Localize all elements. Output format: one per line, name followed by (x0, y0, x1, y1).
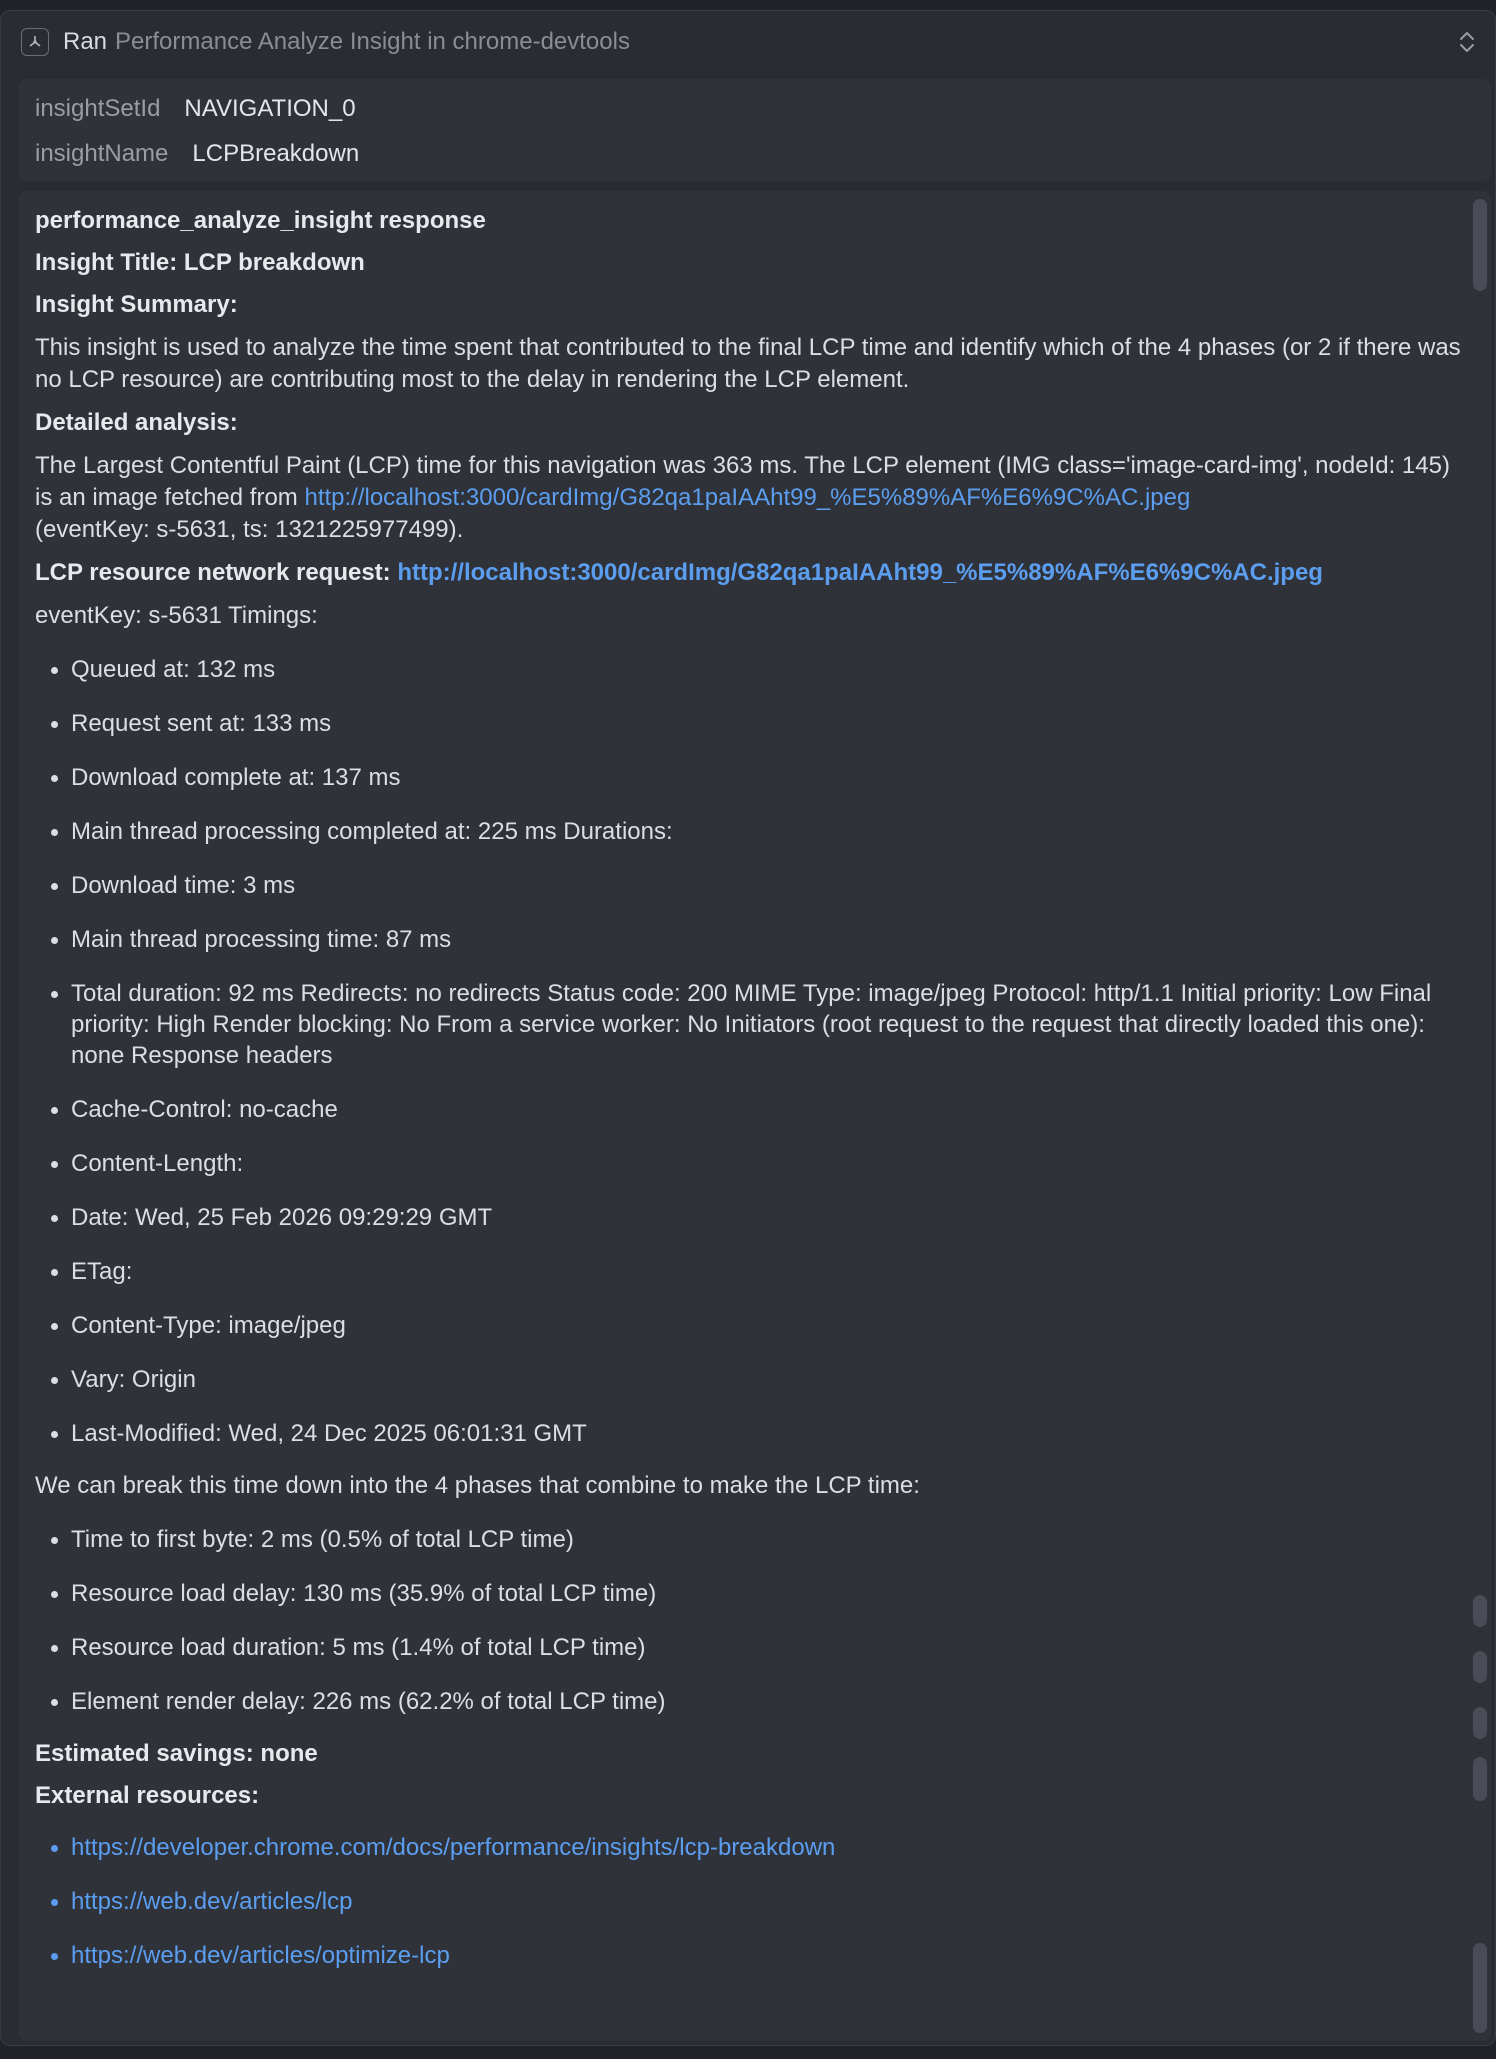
scrollbar-segment (1473, 1595, 1487, 1627)
external-link[interactable]: https://web.dev/articles/optimize-lcp (71, 1942, 450, 1969)
tool-call-title (63, 28, 630, 56)
scrollbar-segment (1473, 1757, 1487, 1801)
detailed-text-part: The Largest Contentful Paint (LCP) time for this navigation was 363 ms. The LCP element (IMG class='image-card-img', nodeId: 145) is an image fetched from (35, 452, 1450, 511)
lcp-request-line (35, 557, 1465, 589)
ran-label: Ran (63, 28, 108, 55)
lcp-request-label: LCP resource network request: (35, 559, 398, 586)
list-item: Content-Length: (35, 1148, 1465, 1179)
list-item (35, 1886, 1465, 1917)
param-key: insightName (35, 140, 169, 167)
list-item: Request sent at: 133 ms (35, 708, 1465, 739)
param-value: NAVIGATION_0 (184, 95, 356, 122)
scrollbar-thumb[interactable] (1473, 199, 1487, 291)
parameters-box (19, 79, 1491, 181)
list-item (35, 1940, 1465, 1971)
tool-branch-icon (21, 28, 49, 56)
external-resources-label: External resources: (35, 1782, 260, 1809)
external-link[interactable]: https://web.dev/articles/lcp (71, 1888, 353, 1915)
lcp-request-link[interactable]: http://localhost:3000/cardImg/G82qa1paIAAht99_%E5%89%AF%E6%9C%AC.jpeg (397, 559, 1323, 586)
list-item: Vary: Origin (35, 1364, 1465, 1395)
list-item: ETag: (35, 1256, 1465, 1287)
list-item: Cache-Control: no-cache (35, 1094, 1465, 1125)
external-links-list (35, 1832, 1465, 1971)
list-item: Resource load duration: 5 ms (1.4% of total LCP time) (35, 1632, 1465, 1663)
list-item: Download time: 3 ms (35, 870, 1465, 901)
list-item: Download complete at: 137 ms (35, 762, 1465, 793)
summary-label: Insight Summary: (35, 291, 238, 318)
tool-call-header[interactable] (1, 11, 1495, 73)
param-key: insightSetId (35, 95, 161, 122)
external-link[interactable]: https://developer.chrome.com/docs/performance/insights/lcp-breakdown (71, 1834, 836, 1861)
response-box[interactable] (19, 191, 1491, 2041)
timings-list (35, 654, 1465, 1449)
detailed-analysis-label: Detailed analysis: (35, 409, 238, 436)
response-heading: performance_analyze_insight response (35, 207, 486, 234)
phases-list (35, 1524, 1465, 1717)
scrollbar-segment (1473, 1651, 1487, 1683)
list-item: Time to first byte: 2 ms (0.5% of total LCP time) (35, 1524, 1465, 1555)
chevron-up-down-icon[interactable] (1453, 27, 1481, 57)
list-item: Last-Modified: Wed, 24 Dec 2025 06:01:31 GMT (35, 1418, 1465, 1449)
list-item: Element render delay: 226 ms (62.2% of total LCP time) (35, 1686, 1465, 1717)
response-content (35, 191, 1465, 1994)
list-item: Main thread processing time: 87 ms (35, 924, 1465, 955)
param-value: LCPBreakdown (192, 140, 360, 167)
list-item: Queued at: 132 ms (35, 654, 1465, 685)
list-item: Resource load delay: 130 ms (35.9% of total LCP time) (35, 1578, 1465, 1609)
insight-title: Insight Title: LCP breakdown (35, 249, 365, 276)
lcp-image-link[interactable]: http://localhost:3000/cardImg/G82qa1paIAAht99_%E5%89%AF%E6%9C%AC.jpeg (304, 484, 1191, 511)
param-row-insight-name (35, 140, 359, 168)
scrollbar-segment (1473, 1707, 1487, 1739)
tool-name: Performance Analyze Insight in chrome-devtools (115, 28, 630, 55)
tool-call-panel (0, 10, 1496, 2046)
event-timings-label: eventKey: s-5631 Timings: (35, 602, 318, 629)
scrollbar[interactable] (1469, 191, 1491, 2041)
list-item (35, 1832, 1465, 1863)
estimated-savings: Estimated savings: none (35, 1740, 318, 1767)
list-item: Content-Type: image/jpeg (35, 1310, 1465, 1341)
list-item: Main thread processing completed at: 225 ms Durations: (35, 816, 1465, 847)
list-item: Date: Wed, 25 Feb 2026 09:29:29 GMT (35, 1202, 1465, 1233)
phases-intro: We can break this time down into the 4 phases that combine to make the LCP time: (35, 1472, 920, 1499)
summary-text: This insight is used to analyze the time spent that contributed to the final LCP time and identify which of the 4 phases (or 2 if there was no LCP resource) are contributing most to the delay in rendering the LCP element. (35, 334, 1461, 393)
detailed-text-part: (eventKey: s-5631, ts: 1321225977499). (35, 516, 464, 543)
param-row-insight-set-id (35, 95, 356, 123)
scrollbar-segment (1473, 1943, 1487, 2033)
detailed-analysis-text (35, 450, 1465, 546)
list-item: Total duration: 92 ms Redirects: no redirects Status code: 200 MIME Type: image/jpeg Protocol: http/1.1 Initial priority: Low Final priority: High Render blocking: No From a service worker: No Initiators (root request to the request that directly loaded this one): none Response headers (35, 978, 1465, 1071)
